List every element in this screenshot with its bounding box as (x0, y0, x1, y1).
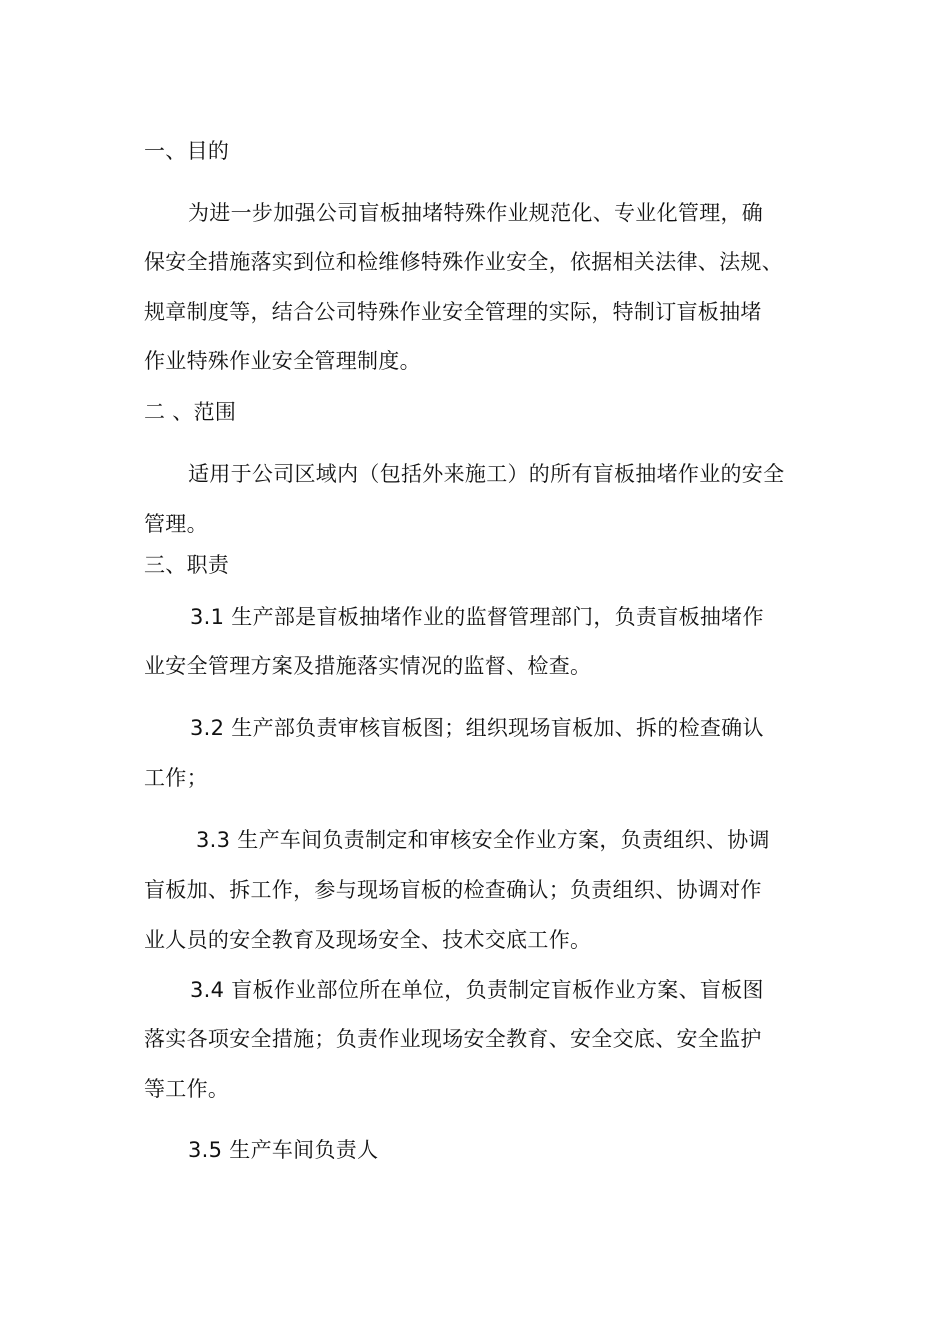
paragraph-line: 作业特殊作业安全管理制度。 (144, 349, 421, 373)
list-item-line: 工作； (144, 766, 208, 790)
list-item-line: 3.1 生产部是盲板抽堵作业的监督管理部门，负责盲板抽堵作 (190, 605, 764, 629)
list-item-line: 3.2 生产部负责审核盲板图；组织现场盲板加、拆的检查确认 (190, 716, 764, 740)
list-item-line: 等工作。 (144, 1077, 230, 1101)
paragraph-line: 管理。 (144, 512, 208, 536)
section-heading-purpose: 一、目的 (144, 139, 230, 163)
list-item-line: 3.5 生产车间负责人 (188, 1138, 379, 1162)
section-heading-scope: 二 、范围 (144, 400, 237, 424)
list-item-line: 业安全管理方案及措施落实情况的监督、检查。 (144, 654, 592, 678)
list-item-line: 落实各项安全措施；负责作业现场安全教育、安全交底、安全监护 (144, 1027, 762, 1051)
paragraph-line: 适用于公司区域内（包括外来施工）的所有盲板抽堵作业的安全 (188, 462, 785, 486)
list-item-line: 3.3 生产车间负责制定和审核安全作业方案，负责组织、协调 (196, 828, 770, 852)
paragraph-line: 保安全措施落实到位和检维修特殊作业安全，依据相关法律、法规、 (144, 250, 783, 274)
list-item-line: 盲板加、拆工作，参与现场盲板的检查确认；负责组织、协调对作 (144, 878, 762, 902)
paragraph-line: 为进一步加强公司盲板抽堵特殊作业规范化、专业化管理，确 (188, 201, 764, 225)
section-heading-responsibilities: 三、职责 (144, 553, 230, 577)
list-item-line: 3.4 盲板作业部位所在单位，负责制定盲板作业方案、盲板图 (190, 978, 764, 1002)
list-item-line: 业人员的安全教育及现场安全、技术交底工作。 (144, 928, 592, 952)
paragraph-line: 规章制度等，结合公司特殊作业安全管理的实际，特制订盲板抽堵 (144, 300, 762, 324)
